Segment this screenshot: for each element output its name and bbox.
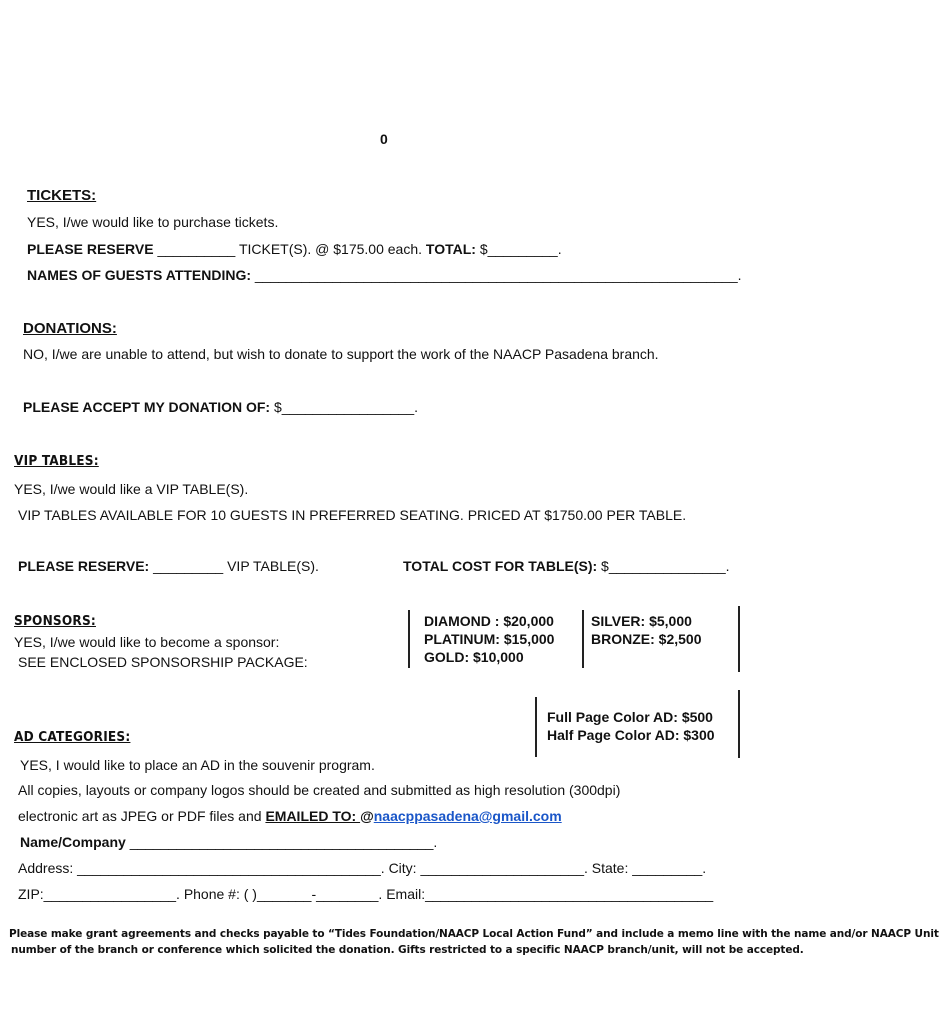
guests-field[interactable]: ______________________________________________________________. xyxy=(251,267,742,283)
page-number: 0 xyxy=(380,131,388,147)
donations-intro: NO, I/we are unable to attend, but wish to donate to support the work of the NAACP Pasadena branch. xyxy=(23,346,659,362)
ad-price-full-page: Full Page Color AD: $500 xyxy=(547,709,713,725)
sponsor-divider-left xyxy=(408,610,410,668)
footer-note-line2: number of the branch or conference which solicited the donation. Gifts restricted to a specific NAACP branch/unit, will not be accepted. xyxy=(11,944,804,956)
sponsor-level-silver: SILVER: $5,000 xyxy=(591,613,692,629)
name-company-label: Name/Company xyxy=(20,834,126,850)
donation-amount-field[interactable]: $_________________. xyxy=(270,399,419,415)
email-link[interactable]: naacppasadena@gmail.com xyxy=(373,808,562,824)
sponsor-level-bronze: BRONZE: $2,500 xyxy=(591,631,702,647)
tickets-reserve-field[interactable]: __________ TICKET(S). @ $175.00 each. xyxy=(153,241,426,257)
ad-instructions-line1: All copies, layouts or company logos should be created and submitted as high resolution (300dpi) xyxy=(18,782,621,798)
vip-reserve-field[interactable]: _________ VIP TABLE(S). xyxy=(149,558,319,574)
vip-total-label: TOTAL COST FOR TABLE(S): xyxy=(403,558,598,574)
sponsor-level-diamond: DIAMOND : $20,000 xyxy=(424,613,554,629)
ad-divider-left xyxy=(535,697,537,757)
vip-heading: VIP TABLES: xyxy=(14,453,99,469)
vip-total-line xyxy=(403,558,730,574)
vip-total-field[interactable]: $_______________. xyxy=(597,558,730,574)
sponsor-level-gold: GOLD: $10,000 xyxy=(424,649,524,665)
donation-amount-label: PLEASE ACCEPT MY DONATION OF: xyxy=(23,399,271,415)
vip-reserve-label: PLEASE RESERVE: xyxy=(18,558,150,574)
tickets-total-label: TOTAL: xyxy=(425,241,476,257)
sponsors-heading: SPONSORS: xyxy=(14,613,96,629)
tickets-total-field[interactable]: $_________. xyxy=(475,241,562,257)
sponsors-package: SEE ENCLOSED SPONSORSHIP PACKAGE: xyxy=(18,654,308,670)
sponsors-intro: YES, I/we would like to become a sponsor: xyxy=(14,634,280,650)
zip-phone-email-line[interactable]: ZIP:_________________. Phone #: ( )_______-________. Email:_____________________________________ xyxy=(18,886,714,902)
ad-instructions-line2 xyxy=(18,808,562,824)
sponsor-level-platinum: PLATINUM: $15,000 xyxy=(424,631,555,647)
ad-divider-right xyxy=(738,690,740,758)
ad-price-half-page: Half Page Color AD: $300 xyxy=(547,727,715,743)
tickets-heading: TICKETS: xyxy=(27,187,97,204)
footer-note-line1: Please make grant agreements and checks payable to “Tides Foundation/NAACP Local Action Fund” and include a memo line with the name and/or NAACP Unit xyxy=(9,928,939,940)
name-company-line xyxy=(20,834,437,850)
ad-categories-heading: AD CATEGORIES: xyxy=(14,729,131,745)
sponsor-divider-mid xyxy=(582,610,584,668)
name-company-field[interactable]: _______________________________________. xyxy=(125,834,438,850)
tickets-intro: YES, I/we would like to purchase tickets. xyxy=(27,214,279,230)
vip-availability: VIP TABLES AVAILABLE FOR 10 GUESTS IN PREFERRED SEATING. PRICED AT $1750.00 PER TABLE. xyxy=(18,507,687,523)
vip-intro: YES, I/we would like a VIP TABLE(S). xyxy=(14,481,249,497)
vip-reserve-line xyxy=(18,558,319,574)
guests-line xyxy=(27,267,742,283)
address-line[interactable]: Address: _______________________________________. City: _____________________. State: _________. xyxy=(18,860,707,876)
tickets-reserve-line xyxy=(27,241,562,257)
donations-heading: DONATIONS: xyxy=(23,320,117,337)
at-sign: @ xyxy=(360,808,374,824)
donation-amount-line xyxy=(23,399,418,415)
sponsor-divider-right xyxy=(738,606,740,672)
tickets-reserve-label: PLEASE RESERVE xyxy=(27,241,154,257)
ad-intro: YES, I would like to place an AD in the souvenir program. xyxy=(20,757,375,773)
ad-instructions-prefix: electronic art as JPEG or PDF files and xyxy=(18,808,266,824)
emailed-to-label: EMAILED TO: xyxy=(265,808,361,824)
guests-label: NAMES OF GUESTS ATTENDING: xyxy=(27,267,251,283)
